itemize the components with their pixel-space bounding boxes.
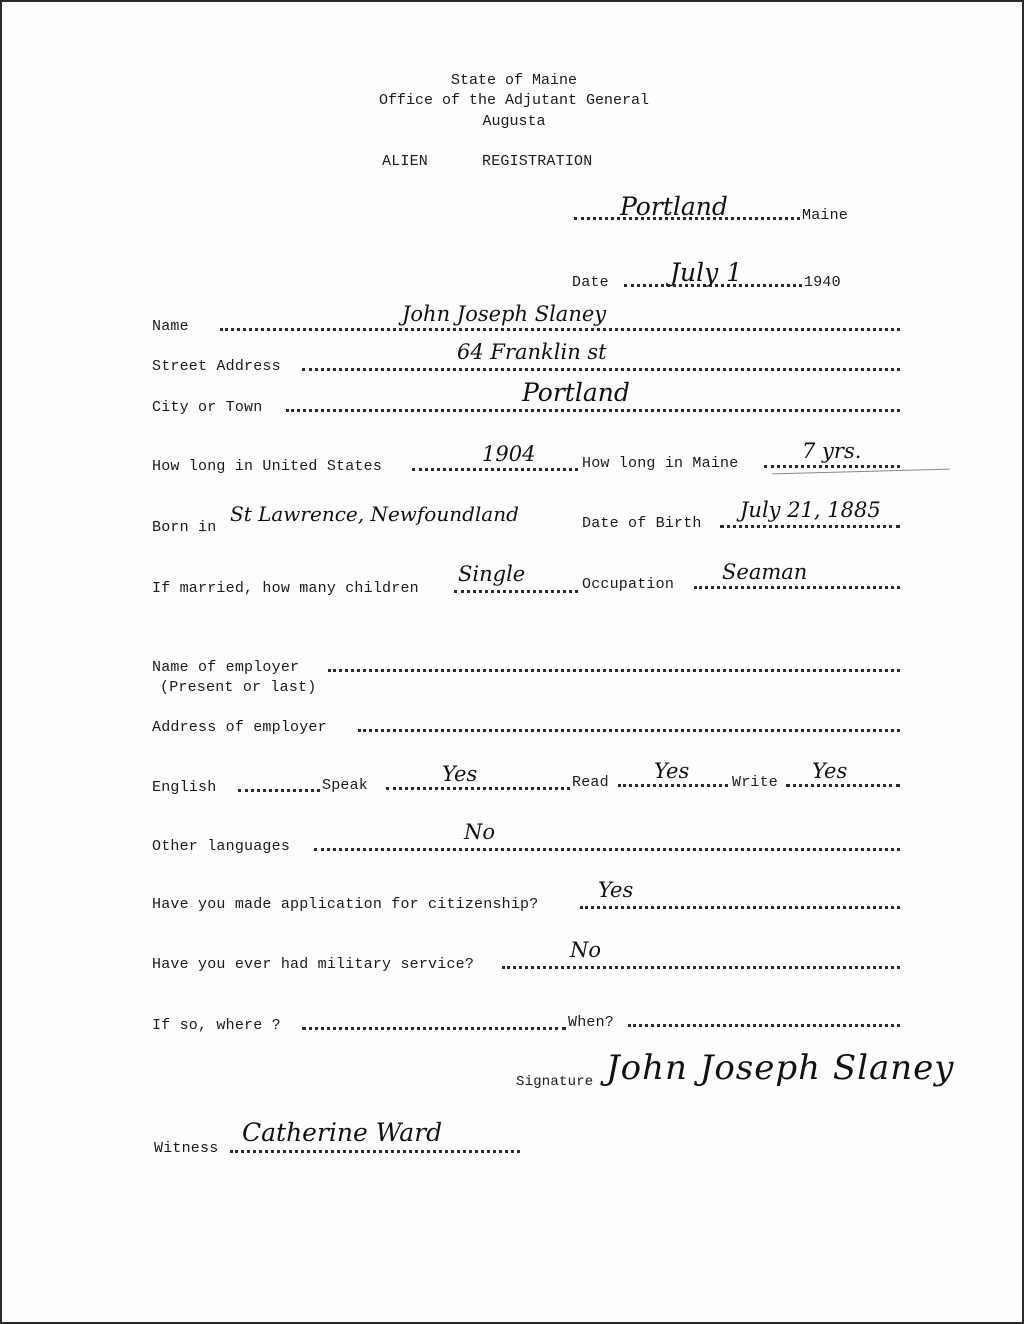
street-dots xyxy=(302,368,900,371)
write-label: Write xyxy=(732,774,779,791)
children-value: Single xyxy=(458,562,526,586)
signature-value: John Joseph Slaney xyxy=(606,1048,955,1088)
employer-label: Name of employer xyxy=(152,659,300,676)
street-label: Street Address xyxy=(152,358,281,375)
pen-stroke xyxy=(772,469,950,475)
speak-dots xyxy=(386,787,570,790)
how-long-maine-label: How long in Maine xyxy=(582,455,739,472)
witness-dots xyxy=(230,1150,520,1153)
military-value: No xyxy=(570,938,602,962)
city-dots xyxy=(286,409,900,412)
city-label: City or Town xyxy=(152,399,263,416)
employer-address-dots xyxy=(358,729,900,732)
citizenship-dots xyxy=(580,906,900,909)
dob-label: Date of Birth xyxy=(582,515,702,532)
header-state: State of Maine xyxy=(450,72,578,89)
speak-value: Yes xyxy=(442,762,478,786)
how-long-us-dots xyxy=(412,468,578,471)
write-dots xyxy=(786,784,900,787)
how-long-maine-dots xyxy=(764,465,900,468)
dob-dots xyxy=(720,525,900,528)
other-languages-dots xyxy=(314,848,900,851)
where-dots xyxy=(302,1027,566,1030)
witness-label: Witness xyxy=(154,1140,219,1157)
how-long-maine-value: 7 yrs. xyxy=(802,439,862,463)
signature-label: Signature xyxy=(516,1074,594,1090)
read-dots xyxy=(618,784,728,787)
write-value: Yes xyxy=(812,759,848,783)
born-in-label: Born in xyxy=(152,519,217,536)
form-title-alien: ALIEN xyxy=(382,153,429,170)
read-value: Yes xyxy=(654,759,690,783)
speak-label: Speak xyxy=(322,777,369,794)
street-value: 64 Franklin st xyxy=(457,340,607,364)
city-value: Portland xyxy=(522,378,630,407)
born-in-value: St Lawrence, Newfoundland xyxy=(230,502,519,526)
military-label: Have you ever had military service? xyxy=(152,956,475,973)
english-label: English xyxy=(152,779,217,796)
header-office: Office of the Adjutant General xyxy=(378,92,650,109)
other-languages-label: Other languages xyxy=(152,838,291,855)
children-dots xyxy=(454,590,578,593)
witness-value: Catherine Ward xyxy=(242,1118,443,1147)
place-value: Portland xyxy=(620,192,728,221)
name-label: Name xyxy=(152,318,189,335)
other-languages-value: No xyxy=(464,820,496,844)
occupation-value: Seaman xyxy=(722,560,808,584)
citizenship-value: Yes xyxy=(598,878,634,902)
military-dots xyxy=(502,966,900,969)
place-suffix: Maine xyxy=(802,207,849,224)
name-value: John Joseph Slaney xyxy=(402,302,607,326)
employer-address-label: Address of employer xyxy=(152,719,327,736)
employer-dots xyxy=(328,669,900,672)
read-label: Read xyxy=(572,774,609,791)
employer-sublabel: (Present or last) xyxy=(160,679,317,696)
date-value: July 1 xyxy=(670,258,743,287)
children-label: If married, how many children xyxy=(152,580,419,597)
name-dots xyxy=(220,328,900,331)
when-dots xyxy=(628,1024,900,1027)
form-title-registration: REGISTRATION xyxy=(482,153,593,170)
date-label: Date xyxy=(572,274,609,291)
header-city: Augusta xyxy=(482,113,546,130)
occupation-label: Occupation xyxy=(582,576,675,593)
english-dots-1 xyxy=(238,789,320,792)
citizenship-label: Have you made application for citizenship? xyxy=(152,896,539,913)
how-long-us-label: How long in United States xyxy=(152,458,383,475)
dob-value: July 21, 1885 xyxy=(740,498,881,522)
occupation-dots xyxy=(694,586,900,589)
when-label: When? xyxy=(568,1014,615,1031)
how-long-us-value: 1904 xyxy=(482,442,536,466)
date-year: 1940 xyxy=(804,274,841,291)
where-label: If so, where ? xyxy=(152,1017,281,1034)
